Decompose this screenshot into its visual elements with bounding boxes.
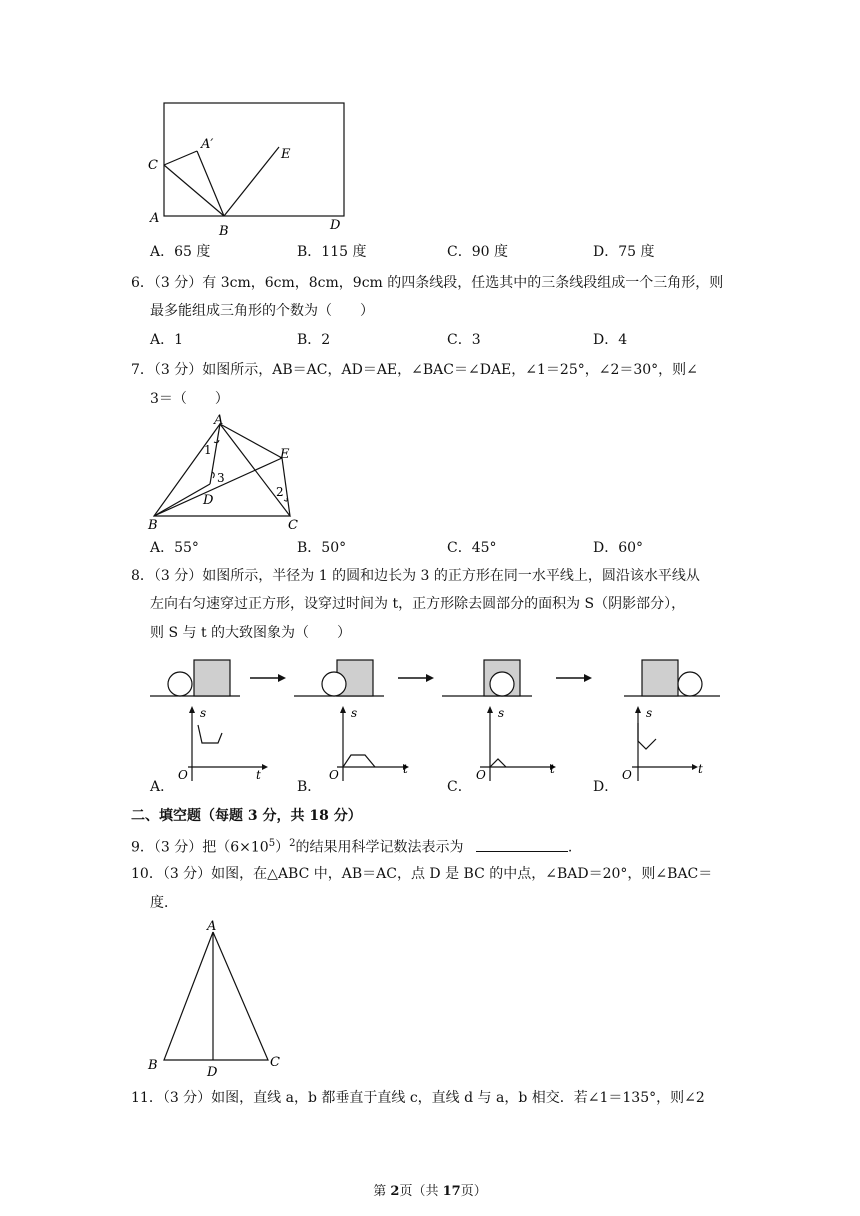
section2-title: 二、填空题（每题 3 分，共 18 分）	[131, 808, 362, 824]
q8-graph-a	[168, 703, 268, 783]
q7-label-2: 2	[276, 485, 284, 499]
q7-label-b: B	[148, 518, 158, 533]
q8-circle-4	[678, 672, 702, 696]
q7-label-a: A	[214, 413, 224, 428]
q7-angle-mark-1	[214, 440, 219, 443]
total-pages: 17	[442, 1184, 461, 1199]
q7-label-d: D	[203, 493, 214, 508]
q7-option-d[interactable]: D．60°	[593, 540, 644, 556]
q5-label-d: D	[330, 218, 341, 233]
q5-option-d[interactable]: D．75 度	[593, 244, 655, 260]
q7-text-line1: 7．（3 分）如图所示，AB＝AC，AD＝AE，∠BAC＝∠DAE，∠1＝25°，∠2＝30°，则∠	[131, 362, 698, 378]
q8-text-line3: 则 S 与 t 的大致图象为（ ）	[150, 625, 352, 641]
q7-text-line2: 3＝（ ）	[150, 391, 229, 407]
q7-label-1: 1	[204, 443, 212, 457]
svg-text:t: t	[550, 762, 555, 776]
q6-text-line1: 6．（3 分）有 3cm，6cm，8cm，9cm 的四条线段，任选其中的三条线段组成一个三角形，则	[131, 275, 724, 291]
svg-text:O: O	[178, 768, 188, 782]
q10-text-line1: 10．（3 分）如图，在△ABC 中，AB＝AC，点 D 是 BC 的中点，∠BAD＝20°，则∠BAC＝	[131, 866, 713, 882]
q7-triangle-abc	[154, 424, 290, 516]
svg-text:O: O	[329, 768, 339, 782]
q7-segment-bd	[154, 484, 210, 516]
q5-label-a: A	[150, 211, 160, 226]
q8-square-4	[642, 660, 678, 696]
q8-option-b[interactable]: B．	[297, 779, 322, 795]
q10-label-b: B	[148, 1058, 158, 1073]
svg-text:O: O	[476, 768, 486, 782]
q8-circle-2	[322, 672, 346, 696]
q6-option-a[interactable]: A．1	[150, 332, 184, 348]
q7-segment-ae	[220, 424, 282, 458]
q5-segment-cb	[164, 165, 224, 216]
q7-option-a[interactable]: A．55°	[150, 540, 199, 556]
q11-text-line1: 11．（3 分）如图，直线 a，b 都垂直于直线 c，直线 d 与 a，b 相交．若∠1＝135°，则∠2	[131, 1090, 705, 1106]
q5-segment-ca	[164, 151, 197, 165]
q9-exponent-5: 5	[268, 838, 276, 849]
q5-segment-be	[224, 147, 279, 216]
q7-angle-mark-2	[284, 498, 287, 501]
q6-option-c[interactable]: C．3	[447, 332, 481, 348]
q7-segment-be	[154, 458, 282, 516]
q5-label-c: C	[148, 158, 158, 173]
q8-sequence-figure	[140, 652, 730, 702]
q5-segment-ab	[197, 151, 224, 216]
q5-option-b[interactable]: B．115 度	[297, 244, 367, 260]
q6-option-d[interactable]: D．4	[593, 332, 628, 348]
q8-graph-c	[466, 703, 566, 783]
q8-graph-b-curve	[343, 755, 375, 767]
q8-graph-b	[323, 703, 423, 783]
q5-option-c[interactable]: C．90 度	[447, 244, 508, 260]
q8-graph-d	[618, 703, 718, 783]
q8-option-d[interactable]: D．	[593, 779, 619, 795]
svg-text:s: s	[646, 706, 653, 720]
q6-option-b[interactable]: B．2	[297, 332, 331, 348]
q7-option-c[interactable]: C．45°	[447, 540, 497, 556]
q6-text-line2: 最多能组成三角形的个数为（ ）	[150, 303, 374, 319]
q7-option-b[interactable]: B．50°	[297, 540, 347, 556]
svg-text:t: t	[698, 762, 703, 776]
q5-rectangle	[164, 103, 344, 216]
svg-text:s: s	[351, 706, 358, 720]
page-number: 2	[390, 1184, 400, 1199]
q8-circle-3	[490, 672, 514, 696]
q8-text-line2: 左向右匀速穿过正方形，设穿过时间为 t，正方形除去圆部分的面积为 S（阴影部分），	[150, 596, 686, 612]
q7-figure	[140, 412, 320, 537]
q5-option-a[interactable]: A．65 度	[150, 244, 211, 260]
q8-graph-c-curve	[490, 759, 506, 767]
q7-label-e: E	[280, 447, 290, 462]
q7-label-c: C	[288, 518, 298, 533]
svg-text:s: s	[200, 706, 207, 720]
q5-figure	[140, 95, 360, 240]
q9-exponent-2: 2	[289, 838, 296, 849]
q5-label-a-prime: A′	[201, 137, 214, 152]
q9-answer-blank[interactable]	[476, 837, 568, 852]
q8-graph-d-curve	[638, 723, 656, 749]
q10-text-line2: 度．	[150, 895, 178, 911]
page-footer: 第 2页（共 17页）	[373, 1184, 487, 1199]
q8-option-a[interactable]: A．	[150, 779, 175, 795]
q8-circle-1	[168, 672, 192, 696]
q5-label-b: B	[219, 224, 229, 239]
q8-option-c[interactable]: C．	[447, 779, 472, 795]
q8-text-line1: 8．（3 分）如图所示，半径为 1 的圆和边长为 3 的正方形在同一水平线上，圆沿该水平线从	[131, 568, 700, 584]
q8-square-1	[194, 660, 230, 696]
q5-label-e: E	[281, 147, 291, 162]
q9-text: 9．（3 分）把$(6\times 10^5)^2$的结果用科学记数法表示为 .	[131, 838, 573, 856]
svg-text:O: O	[622, 768, 632, 782]
q10-label-c: C	[270, 1055, 280, 1070]
q10-figure	[140, 916, 300, 1081]
svg-text:t: t	[403, 762, 408, 776]
q7-label-3: 3	[217, 471, 225, 485]
q8-graph-a-curve	[198, 725, 222, 743]
svg-text:s: s	[498, 706, 505, 720]
q10-label-d: D	[207, 1065, 218, 1080]
q10-triangle-abc	[164, 932, 268, 1060]
svg-text:t: t	[256, 768, 261, 782]
q10-label-a: A	[207, 919, 217, 934]
